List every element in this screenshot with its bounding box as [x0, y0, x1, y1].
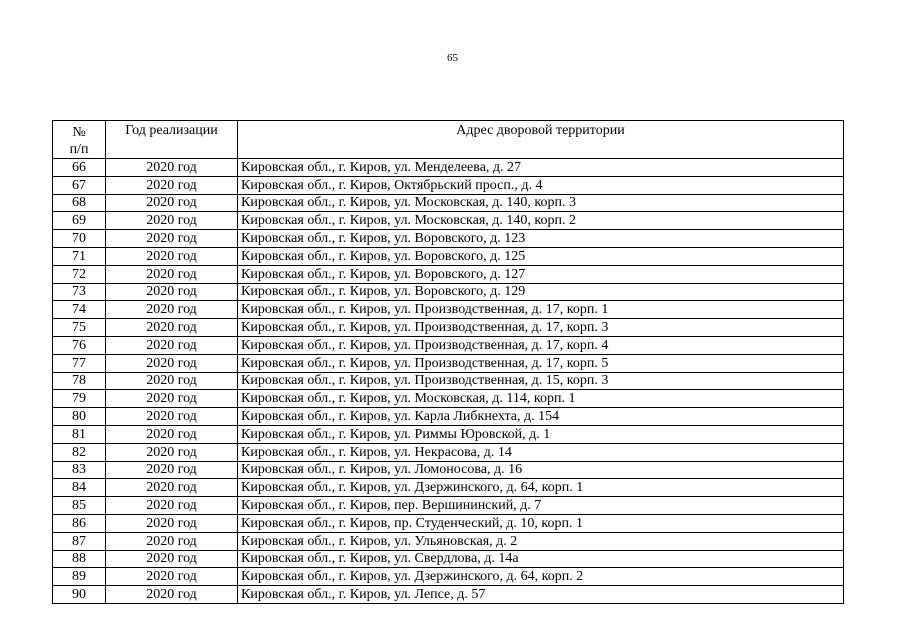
- table-row: [53, 443, 844, 461]
- row-number-cell: 90: [53, 586, 106, 604]
- row-address-cell: Кировская обл., г. Киров, Октябрьский просп., д. 4: [238, 176, 844, 194]
- row-year-cell: 2020 год: [106, 532, 238, 550]
- row-year-cell: 2020 год: [106, 497, 238, 515]
- table-header: [53, 121, 844, 159]
- table-row: [53, 265, 844, 283]
- row-number-cell: 89: [53, 568, 106, 586]
- table-row: [53, 408, 844, 426]
- header-number-abbrev: п/п: [69, 142, 89, 157]
- row-year-cell: 2020 год: [106, 336, 238, 354]
- table-row: [53, 247, 844, 265]
- header-number-symbol: №: [72, 125, 86, 140]
- table-row: [53, 301, 844, 319]
- row-year-cell: 2020 год: [106, 568, 238, 586]
- row-number-cell: 76: [53, 336, 106, 354]
- row-number-cell: 67: [53, 176, 106, 194]
- row-year-cell: 2020 год: [106, 230, 238, 248]
- header-year: Год реализации: [106, 121, 238, 159]
- row-address-cell: Кировская обл., г. Киров, ул. Воровского, д. 123: [238, 230, 844, 248]
- table-row: [53, 425, 844, 443]
- row-address-cell: Кировская обл., г. Киров, ул. Ульяновская, д. 2: [238, 532, 844, 550]
- row-address-cell: Кировская обл., г. Киров, пер. Вершининский, д. 7: [238, 497, 844, 515]
- table-row: [53, 194, 844, 212]
- row-address-cell: Кировская обл., г. Киров, ул. Воровского, д. 125: [238, 247, 844, 265]
- row-number-cell: 80: [53, 408, 106, 426]
- row-number-cell: 70: [53, 230, 106, 248]
- row-year-cell: 2020 год: [106, 390, 238, 408]
- table-row: [53, 461, 844, 479]
- row-address-cell: Кировская обл., г. Киров, ул. Производственная, д. 17, корп. 4: [238, 336, 844, 354]
- row-address-cell: Кировская обл., г. Киров, ул. Производственная, д. 17, корп. 3: [238, 319, 844, 337]
- row-number-cell: 86: [53, 514, 106, 532]
- row-year-cell: 2020 год: [106, 550, 238, 568]
- row-number-cell: 84: [53, 479, 106, 497]
- row-year-cell: 2020 год: [106, 301, 238, 319]
- row-number-cell: 74: [53, 301, 106, 319]
- table-row: [53, 514, 844, 532]
- row-address-cell: Кировская обл., г. Киров, ул. Московская, д. 140, корп. 2: [238, 212, 844, 230]
- header-row: [53, 121, 844, 159]
- row-number-cell: 88: [53, 550, 106, 568]
- row-year-cell: 2020 год: [106, 319, 238, 337]
- row-year-cell: 2020 год: [106, 461, 238, 479]
- row-address-cell: Кировская обл., г. Киров, ул. Воровского, д. 127: [238, 265, 844, 283]
- row-year-cell: 2020 год: [106, 194, 238, 212]
- row-year-cell: 2020 год: [106, 265, 238, 283]
- table-row: [53, 212, 844, 230]
- row-address-cell: Кировская обл., г. Киров, ул. Производственная, д. 17, корп. 1: [238, 301, 844, 319]
- row-number-cell: 83: [53, 461, 106, 479]
- row-year-cell: 2020 год: [106, 176, 238, 194]
- row-number-cell: 72: [53, 265, 106, 283]
- table-row: [53, 586, 844, 604]
- table-row: [53, 550, 844, 568]
- table-row: [53, 319, 844, 337]
- table-body: [53, 159, 844, 604]
- address-table: [52, 120, 844, 604]
- row-year-cell: 2020 год: [106, 514, 238, 532]
- table-row: [53, 532, 844, 550]
- row-year-cell: 2020 год: [106, 425, 238, 443]
- row-year-cell: 2020 год: [106, 159, 238, 177]
- row-address-cell: Кировская обл., г. Киров, ул. Некрасова, д. 14: [238, 443, 844, 461]
- table-row: [53, 354, 844, 372]
- row-year-cell: 2020 год: [106, 354, 238, 372]
- table-row: [53, 176, 844, 194]
- row-number-cell: 82: [53, 443, 106, 461]
- row-address-cell: Кировская обл., г. Киров, ул. Лепсе, д. 57: [238, 586, 844, 604]
- row-year-cell: 2020 год: [106, 372, 238, 390]
- table-row: [53, 497, 844, 515]
- row-number-cell: 78: [53, 372, 106, 390]
- table-row: [53, 159, 844, 177]
- row-address-cell: Кировская обл., г. Киров, ул. Менделеева, д. 27: [238, 159, 844, 177]
- row-number-cell: 69: [53, 212, 106, 230]
- table-row: [53, 479, 844, 497]
- row-number-cell: 81: [53, 425, 106, 443]
- row-address-cell: Кировская обл., г. Киров, ул. Дзержинского, д. 64, корп. 1: [238, 479, 844, 497]
- row-number-cell: 85: [53, 497, 106, 515]
- row-address-cell: Кировская обл., г. Киров, ул. Карла Либкнехта, д. 154: [238, 408, 844, 426]
- table-row: [53, 372, 844, 390]
- row-number-cell: 73: [53, 283, 106, 301]
- row-address-cell: Кировская обл., г. Киров, ул. Свердлова, д. 14а: [238, 550, 844, 568]
- row-year-cell: 2020 год: [106, 586, 238, 604]
- row-year-cell: 2020 год: [106, 443, 238, 461]
- row-address-cell: Кировская обл., г. Киров, ул. Ломоносова, д. 16: [238, 461, 844, 479]
- table-row: [53, 568, 844, 586]
- header-address: Адрес дворовой территории: [238, 121, 844, 159]
- row-number-cell: 87: [53, 532, 106, 550]
- row-year-cell: 2020 год: [106, 408, 238, 426]
- table-row: [53, 336, 844, 354]
- row-number-cell: 66: [53, 159, 106, 177]
- row-address-cell: Кировская обл., г. Киров, ул. Риммы Юровской, д. 1: [238, 425, 844, 443]
- row-address-cell: Кировская обл., г. Киров, ул. Московская, д. 140, корп. 3: [238, 194, 844, 212]
- table-row: [53, 230, 844, 248]
- row-year-cell: 2020 год: [106, 479, 238, 497]
- row-address-cell: Кировская обл., г. Киров, ул. Московская, д. 114, корп. 1: [238, 390, 844, 408]
- page-number: 65: [447, 52, 458, 64]
- row-number-cell: 71: [53, 247, 106, 265]
- row-number-cell: 68: [53, 194, 106, 212]
- row-year-cell: 2020 год: [106, 283, 238, 301]
- row-number-cell: 75: [53, 319, 106, 337]
- row-year-cell: 2020 год: [106, 212, 238, 230]
- row-address-cell: Кировская обл., г. Киров, ул. Производственная, д. 15, корп. 3: [238, 372, 844, 390]
- table-row: [53, 283, 844, 301]
- row-address-cell: Кировская обл., г. Киров, ул. Дзержинского, д. 64, корп. 2: [238, 568, 844, 586]
- row-number-cell: 77: [53, 354, 106, 372]
- header-number: [53, 121, 106, 159]
- row-address-cell: Кировская обл., г. Киров, ул. Воровского, д. 129: [238, 283, 844, 301]
- table-row: [53, 390, 844, 408]
- row-address-cell: Кировская обл., г. Киров, ул. Производственная, д. 17, корп. 5: [238, 354, 844, 372]
- row-number-cell: 79: [53, 390, 106, 408]
- row-year-cell: 2020 год: [106, 247, 238, 265]
- row-address-cell: Кировская обл., г. Киров, пр. Студенческий, д. 10, корп. 1: [238, 514, 844, 532]
